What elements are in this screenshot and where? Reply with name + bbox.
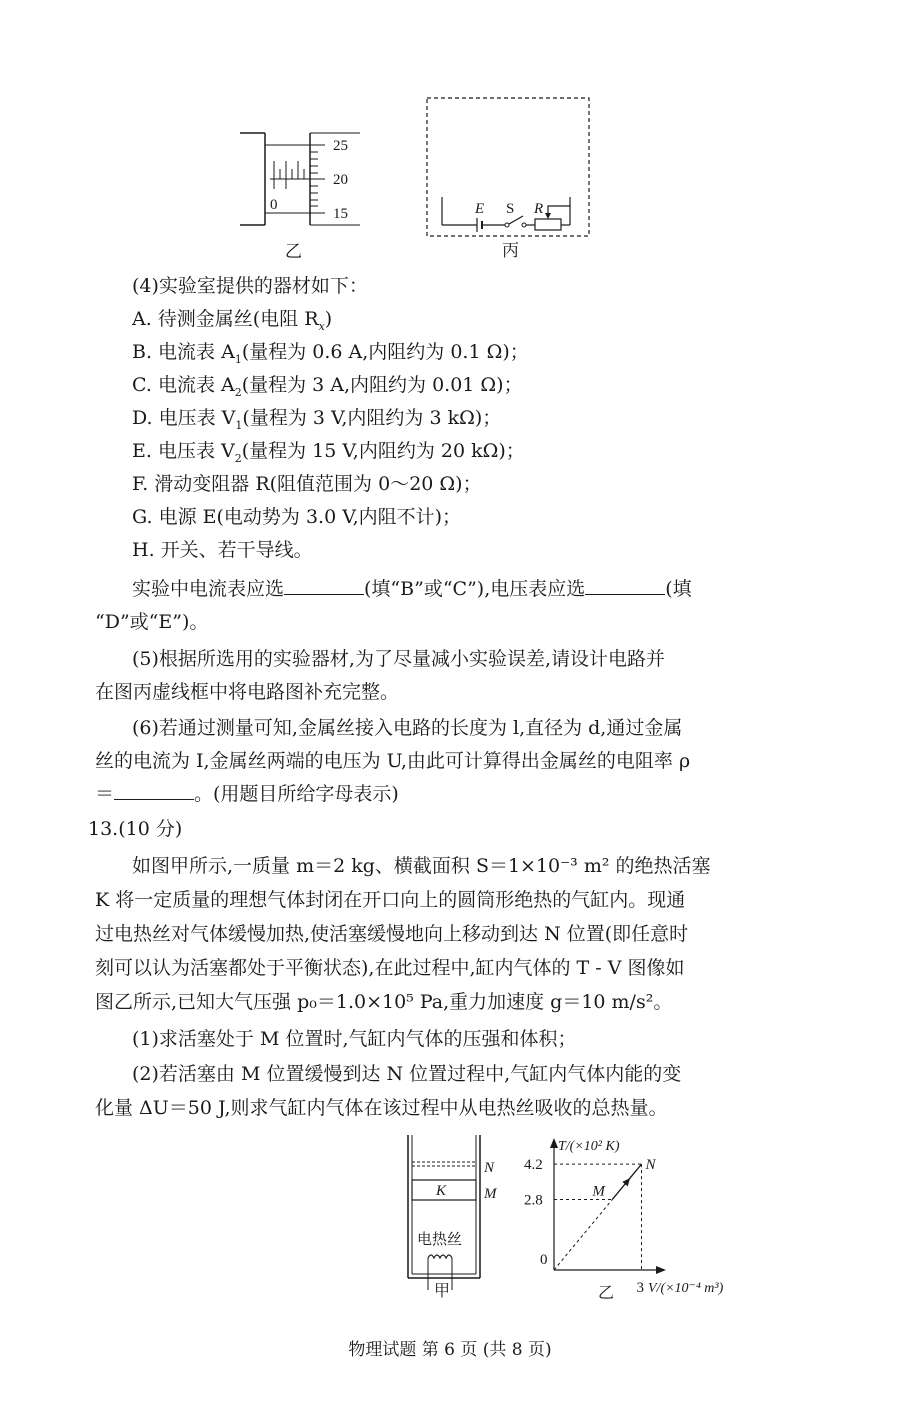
figure-yi-scale bbox=[230, 125, 370, 265]
label-m: M bbox=[484, 1186, 497, 1202]
q13-sub1: (1)求活塞处于 M 位置时,气缸内气体的压强和体积； bbox=[132, 1028, 577, 1050]
heater-label: 电热丝 bbox=[417, 1232, 463, 1248]
page-footer: 物理试题 第 6 页 (共 8 页) bbox=[348, 1340, 552, 1360]
tick-label: 25 bbox=[333, 138, 348, 154]
q13-header: 13.(10 分) bbox=[88, 818, 183, 840]
y-axis-label: T/(×10² K) bbox=[558, 1139, 620, 1154]
item-d: D. 电压表 $V_1$(量程为 3 V,内阻约为 3 kΩ)； bbox=[132, 407, 502, 432]
item-c: C. 电流表 $A_2$(量程为 3 A,内阻约为 0.01 Ω)； bbox=[132, 374, 523, 399]
label-r: R bbox=[534, 201, 544, 217]
q12-p5-line2: 在图丙虚线框中将电路图补充完整。 bbox=[95, 681, 400, 703]
figure-bing-circuit bbox=[420, 92, 600, 262]
figure-caption: 甲 bbox=[434, 1283, 451, 1300]
y-tick-label: 4.2 bbox=[524, 1157, 543, 1174]
item-f: F. 滑动变阻器 R(阻值范围为 0～20 Ω)； bbox=[132, 473, 482, 495]
q12-p6-line3: ＝ 。(用题目所给字母表示) bbox=[95, 783, 399, 805]
series-line-dashed bbox=[554, 1199, 612, 1270]
answer-blank[interactable] bbox=[585, 576, 665, 595]
point-label-m: M bbox=[592, 1183, 605, 1200]
item-h: H. 开关、若干导线。 bbox=[132, 539, 313, 561]
figure-caption: 丙 bbox=[502, 241, 519, 260]
q12-p5-line1: (5)根据所选用的实验器材,为了尽量减小实验误差,请设计电路并 bbox=[132, 648, 665, 670]
item-g: G. 电源 E(电动势为 3.0 V,内阻不计)； bbox=[132, 506, 462, 528]
tv-chart bbox=[520, 1130, 750, 1300]
figure-caption: 乙 bbox=[598, 1285, 615, 1300]
figure-jia-cylinder bbox=[400, 1130, 510, 1300]
tick-label: 20 bbox=[333, 172, 348, 188]
y-tick-label: 2.8 bbox=[524, 1192, 543, 1209]
label-s: S bbox=[506, 201, 515, 217]
label-k: K bbox=[436, 1183, 447, 1199]
q12-p6-line1: (6)若通过测量可知,金属丝接入电路的长度为 l,直径为 d,通过金属 bbox=[132, 717, 683, 739]
q12-p6-line2: 丝的电流为 I,金属丝两端的电压为 U,由此可计算得出金属丝的电阻率 ρ bbox=[95, 750, 691, 772]
q13-sub2b: 化量 ΔU＝50 J,则求气缸内气体在该过程中从电热丝吸收的总热量。 bbox=[95, 1097, 668, 1119]
answer-blank[interactable] bbox=[284, 576, 364, 595]
figure-caption: 乙 bbox=[285, 242, 302, 261]
selection-line-2: “D”或“E”)。 bbox=[95, 611, 209, 633]
x-axis-label: V/(×10⁻⁴ m³) bbox=[648, 1281, 724, 1296]
q13-line: 刻可以认为活塞都处于平衡状态),在此过程中,缸内气体的 T - V 图像如 bbox=[95, 957, 685, 979]
q12-p4-intro: (4)实验室提供的器材如下： bbox=[132, 275, 368, 297]
item-e: E. 电压表 $V_2$(量程为 15 V,内阻约为 20 kΩ)； bbox=[132, 440, 525, 465]
item-b: B. 电流表 $A_1$(量程为 0.6 A,内阻约为 0.1 Ω)； bbox=[132, 341, 529, 366]
q13-line: K 将一定质量的理想气体封闭在开口向上的圆筒形绝热的气缸内。现通 bbox=[95, 889, 686, 911]
q13-sub2a: (2)若活塞由 M 位置缓慢到达 N 位置过程中,气缸内气体内能的变 bbox=[132, 1063, 682, 1085]
origin-label: 0 bbox=[540, 1252, 548, 1268]
item-a: A. 待测金属丝(电阻 $R_x$) bbox=[132, 308, 333, 333]
q13-line: 图乙所示,已知大气压强 p₀＝1.0×10⁵ Pa,重力加速度 g＝10 m/s²。 bbox=[95, 991, 673, 1013]
label-e: E bbox=[475, 201, 485, 217]
answer-blank[interactable] bbox=[114, 781, 194, 800]
q13-line: 如图甲所示,一质量 m＝2 kg、横截面积 S＝1×10⁻³ m² 的绝热活塞 bbox=[132, 855, 711, 877]
x-tick-label: 3 bbox=[636, 1280, 644, 1296]
zero-label: 0 bbox=[270, 197, 278, 213]
tick-label: 15 bbox=[333, 206, 348, 222]
point-label-n: N bbox=[645, 1157, 656, 1174]
label-n: N bbox=[484, 1160, 495, 1176]
selection-line: 实验中电流表应选 (填“B”或“C”),电压表应选 (填 bbox=[132, 578, 692, 600]
q13-line: 过电热丝对气体缓慢加热,使活塞缓慢地向上移动到达 N 位置(即任意时 bbox=[95, 923, 689, 945]
